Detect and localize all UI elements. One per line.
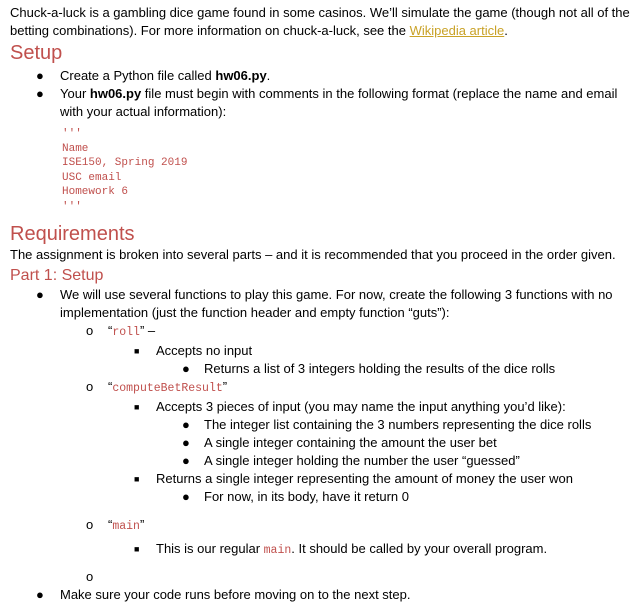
compute-input-item: ● The integer list containing the 3 numbers representing the dice rolls — [182, 417, 592, 432]
code-line: Homework 6 — [62, 186, 129, 198]
bullet-icon: ● — [36, 287, 44, 302]
bullet-icon: ● — [36, 587, 44, 602]
code-line: USC email — [62, 171, 122, 184]
final-item: ● Make sure your code runs before moving on to the next step. — [36, 587, 411, 602]
setup-heading: Setup — [10, 42, 63, 64]
header-comment-code-block — [62, 127, 632, 214]
wikipedia-link[interactable]: Wikipedia article — [409, 23, 505, 38]
bullet-icon: ● — [182, 361, 190, 376]
requirements-paragraph: The assignment is broken into several parts – and it is recommended that you proceed in the order given. — [10, 247, 616, 262]
code-line: ''' — [62, 128, 82, 140]
compute-returns-sub-item: ● For now, in its body, have it return 0 — [182, 489, 409, 504]
compute-returns-item: ■ Returns a single integer representing the amount of money the user won — [134, 471, 573, 486]
main-function-name: main — [112, 520, 140, 533]
bullet-icon: ● — [182, 417, 190, 432]
compute-function-name: computeBetResult — [112, 382, 223, 395]
square-bullet-icon: ■ — [134, 402, 140, 412]
circle-bullet-icon: o — [86, 323, 94, 338]
requirements-heading: Requirements — [10, 223, 135, 245]
bullet-icon: ● — [36, 68, 44, 83]
main-desc-item: ■ This is our regular main. It should be called by your overall program. — [134, 541, 548, 557]
intro-period: . — [504, 23, 508, 38]
code-line: ''' — [62, 200, 82, 213]
code-line: ISE150, Spring 2019 — [62, 157, 188, 169]
square-bullet-icon: ■ — [134, 474, 140, 484]
setup-item-create-file: ● Create a Python file called hw06.py. — [36, 68, 271, 83]
empty-list-item — [10, 568, 632, 586]
part1-intro-item: ● We will use several functions to play this game. For now, create the following 3 functions with no implementation (just the function header and empty function “guts”): — [36, 287, 613, 320]
setup-item-comments: ● Your hw06.py file must begin with comments in the following format (replace the name and email with your actual information): — [36, 86, 618, 119]
bullet-icon: ● — [182, 435, 190, 450]
document-page — [10, 4, 632, 604]
intro-text: Chuck-a-luck is a gambling dice game found in some casinos. We’ll simulate the game (though not all of the betting combinations). For more information on chuck-a-luck, see the — [10, 5, 630, 38]
circle-bullet-icon: o — [86, 379, 94, 394]
roll-returns-item: ● Returns a list of 3 integers holding the results of the dice rolls — [182, 361, 556, 376]
bullet-icon: ● — [182, 453, 190, 468]
intro-paragraph — [10, 4, 632, 40]
square-bullet-icon: ■ — [134, 346, 140, 356]
compute-input-item: ● A single integer holding the number the user “guessed” — [182, 453, 520, 468]
bullet-icon: ● — [182, 489, 190, 504]
square-bullet-icon: ■ — [134, 544, 140, 554]
main-inline-code: main — [263, 544, 292, 557]
function-compute-bet-result-item: o “computeBetResult” — [86, 379, 228, 395]
compute-accepts-item: ■ Accepts 3 pieces of input (you may name the input anything you’d like): — [134, 399, 566, 414]
circle-bullet-icon: o — [86, 517, 94, 532]
part1-heading: Part 1: Setup — [10, 267, 104, 284]
compute-input-item: ● A single integer containing the amount the user bet — [182, 435, 497, 450]
circle-bullet-icon: o — [86, 569, 94, 584]
function-main-item: o “main” — [86, 517, 145, 533]
roll-accepts-item: ■ Accepts no input — [134, 343, 253, 358]
bullet-icon: ● — [36, 86, 44, 101]
code-line: Name — [62, 142, 89, 155]
roll-function-name: roll — [112, 326, 140, 339]
function-roll-item: o “roll” – — [86, 323, 156, 339]
